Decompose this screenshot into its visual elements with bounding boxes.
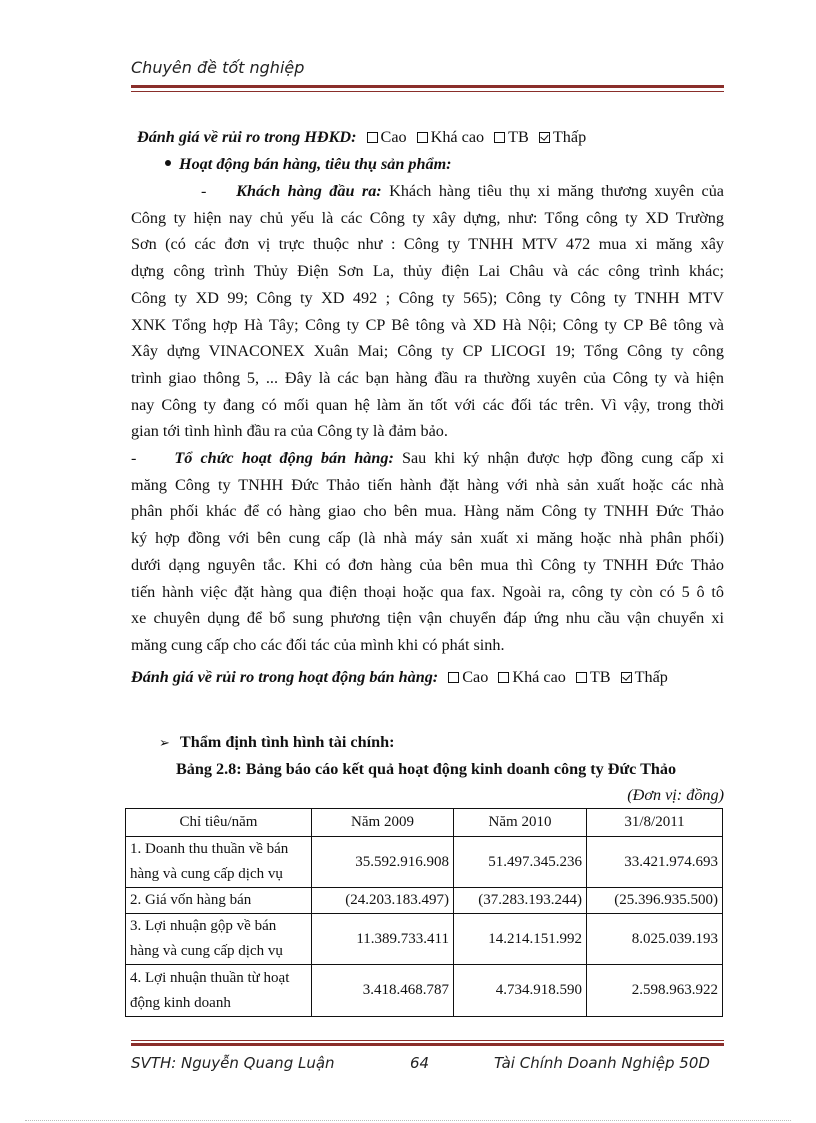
- risk-hdkd-label: Đánh giá về rủi ro trong HĐKD:: [137, 128, 357, 146]
- sales-org-line: tiến hành việc đặt hàng qua điện thoại hoặc qua fax. Ngoài ra, công ty còn có 5 ô tô: [131, 582, 724, 601]
- cell-value: (25.396.935.500): [587, 888, 723, 914]
- footer-rule-thick: [131, 1043, 724, 1046]
- risk-sales-label: Đánh giá về rủi ro trong hoạt động bán hàng:: [131, 668, 439, 686]
- cell-value: 11.389.733.411: [312, 914, 454, 965]
- cell-value: (24.203.183.497): [312, 888, 454, 914]
- cell-value: (37.283.193.244): [454, 888, 587, 914]
- risk-hdkd-line: [137, 124, 730, 151]
- checkbox-kha-cao[interactable]: [498, 672, 509, 683]
- checkbox-thap-checked[interactable]: [621, 672, 632, 683]
- option-label: TB: [508, 128, 529, 146]
- table-row: [126, 965, 723, 1017]
- risk-sales-line: [131, 664, 724, 691]
- arrow-bullet-icon: ➢: [159, 736, 170, 751]
- option-label: Khá cao: [512, 668, 566, 686]
- table-unit: (Đơn vị: đồng): [627, 786, 724, 804]
- column-header: Chỉ tiêu/năm: [126, 809, 312, 837]
- cell-value: 14.214.151.992: [454, 914, 587, 965]
- customers-line: trình giao thông 5, ... Đây là các bạn hàng đầu ra thường xuyên của Công ty và hiện: [131, 368, 724, 387]
- customers-lead-label: Khách hàng đầu ra:: [236, 182, 382, 200]
- row-label-line: 4. Lợi nhuận thuần từ hoạt: [130, 969, 290, 986]
- sales-org-line: măng Công ty TNHH Đức Thảo tiến hành đặt hàng với nhà sản xuất hoặc các nhà: [131, 475, 724, 494]
- row-label: [126, 914, 312, 965]
- cell-value: 3.418.468.787: [312, 965, 454, 1017]
- checkbox-tb[interactable]: [576, 672, 587, 683]
- column-header: Năm 2009: [312, 809, 454, 837]
- cell-value: 8.025.039.193: [587, 914, 723, 965]
- financial-table: [125, 808, 723, 1017]
- option-label: TB: [589, 668, 611, 686]
- customers-line: Sơn (có các đơn vị trực thuộc như : Công ty TNHH MTV 472 mua xi măng xây: [131, 235, 724, 254]
- cell-value: 35.592.916.908: [312, 837, 454, 888]
- customers-line: dựng công trình Thủy Điện Sơn La, thủy điện Lai Châu và các công trình khác;: [131, 262, 724, 281]
- checkbox-thap-checked[interactable]: [539, 132, 550, 143]
- page-number: 64: [410, 1054, 430, 1072]
- sales-heading-text: Hoạt động bán hàng, tiêu thụ sản phẩm:: [179, 155, 452, 173]
- checkbox-tb[interactable]: [494, 132, 505, 143]
- cell-value: 4.734.918.590: [454, 965, 587, 1017]
- table-title: Bảng 2.8: Bảng báo cáo kết quả hoạt động kinh doanh công ty Đức Thảo: [176, 760, 677, 778]
- checkbox-cao[interactable]: [367, 132, 378, 143]
- checkbox-cao[interactable]: [448, 672, 459, 683]
- customers-line: Công ty hiện nay chủ yếu là các Công ty xây dựng, như: Tổng công ty XD Trường: [131, 208, 724, 227]
- column-header: 31/8/2011: [587, 809, 723, 837]
- option-label: Thấp: [552, 128, 587, 146]
- footer-student: SVTH: Nguyễn Quang Luận: [131, 1054, 335, 1072]
- row-label: [126, 837, 312, 888]
- sales-org-line: phân phối khác để có hàng giao cho bên mua. Hàng năm Công ty TNHH Đức Thảo: [131, 502, 724, 521]
- sales-org-line: dưới dạng nguyên tắc. Khi có đơn hàng của bên mua thì Công ty TNHH Đức Thảo: [131, 555, 724, 574]
- finance-heading-text: Thẩm định tình hình tài chính:: [179, 733, 395, 751]
- sales-org-line: ký hợp đồng với bên cung cấp (là nhà máy sản xuất xi măng hoặc nhà phân phối): [131, 529, 724, 548]
- option-label: Cao: [380, 128, 407, 146]
- sales-section-heading: [165, 151, 758, 178]
- sales-org-line-0: [131, 445, 724, 472]
- row-label-line: hàng và cung cấp dịch vụ: [130, 866, 283, 882]
- option-label: Khá cao: [430, 128, 485, 146]
- row-label-line: 1. Doanh thu thuần về bán: [130, 841, 289, 857]
- page-edge-divider: [25, 1120, 791, 1121]
- customers-line-0: [131, 178, 724, 205]
- checkbox-kha-cao[interactable]: [417, 132, 428, 143]
- row-label-line: 3. Lợi nhuận gộp về bán: [130, 918, 277, 934]
- option-label: Thấp: [634, 668, 668, 686]
- footer-rule-thin: [131, 1040, 724, 1041]
- row-label-line: động kinh doanh: [130, 994, 231, 1011]
- customers-line: gian tới tình hình đầu ra của Công ty là đảm bảo.: [131, 422, 448, 441]
- customers-line: XNK Tổng hợp Hà Tây; Công ty CP Bê tông và XD Hà Nội; Công ty CP Bê tông và: [131, 315, 724, 334]
- dash: -: [131, 449, 137, 467]
- table-row: [126, 914, 723, 965]
- sales-org-line: xe chuyên dụng để bổ sung phương tiện vận chuyển đáp ứng nhu cầu vận chuyển xi: [131, 609, 724, 628]
- sales-org-lead-label: Tổ chức hoạt động bán hàng:: [174, 449, 394, 467]
- customers-line: nay Công ty đang có mối quan hệ làm ăn tốt với các đối tác trên. Vì vậy, trong thời: [131, 395, 724, 414]
- cell-value: 51.497.345.236: [454, 837, 587, 888]
- column-header: Năm 2010: [454, 809, 587, 837]
- table-header-row: [126, 809, 723, 837]
- footer-course: Tài Chính Doanh Nghiệp 50D: [494, 1054, 710, 1072]
- option-label: Cao: [462, 668, 489, 686]
- sales-org-text: Sau khi ký nhận được hợp đồng cung cấp xi: [401, 449, 725, 467]
- table-row: [126, 837, 723, 888]
- customers-line: Công ty XD 99; Công ty XD 492 ; Công ty 565); Công ty Công ty TNHH MTV: [131, 288, 724, 307]
- bullet-icon: [165, 160, 171, 166]
- row-label: [126, 965, 312, 1017]
- finance-heading: [159, 729, 752, 758]
- cell-value: 33.421.974.693: [587, 837, 723, 888]
- sales-org-line: măng cung cấp cho các đối tác của mình khi có phát sinh.: [131, 635, 505, 654]
- customers-line: Xây dựng VINACONEX Xuân Mai; Công ty CP LICOGI 19; Tổng Công ty công: [131, 342, 724, 361]
- header-rule-thin: [131, 91, 724, 92]
- customers-text: Khách hàng tiêu thụ xi măng thương xuyên của: [389, 182, 724, 200]
- dash: -: [201, 182, 207, 200]
- page-header-title: Chuyên đề tốt nghiệp: [131, 58, 305, 77]
- cell-value: 2.598.963.922: [587, 965, 723, 1017]
- row-label-line: hàng và cung cấp dịch vụ: [130, 943, 283, 959]
- table-row: [126, 888, 723, 914]
- header-rule-thick: [131, 85, 724, 88]
- row-label: 2. Giá vốn hàng bán: [126, 888, 312, 914]
